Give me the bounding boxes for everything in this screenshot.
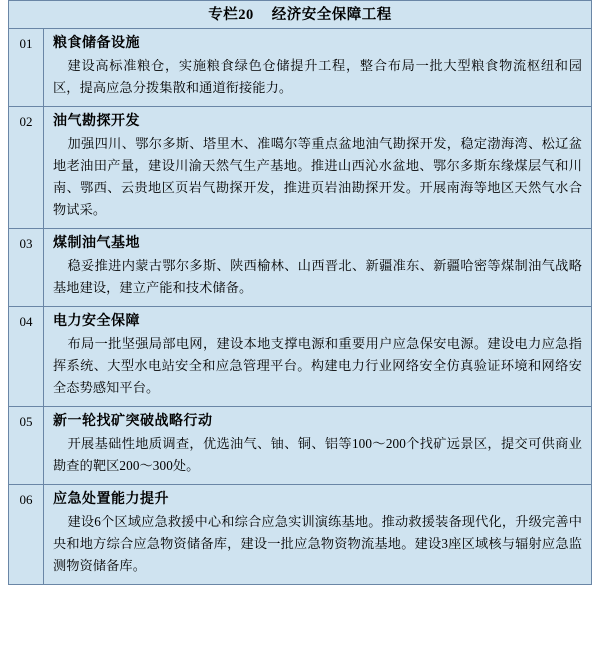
table-row	[9, 307, 591, 407]
item-heading: 煤制油气基地	[53, 236, 140, 251]
table-row	[9, 29, 591, 107]
item-body: 建设高标准粮仓，实施粮食绿色仓储提升工程，整合布局一批大型粮食物流枢纽和园区，提高应急分拨集散和通道衔接能力。	[53, 58, 582, 95]
table-row	[9, 229, 591, 307]
item-content	[44, 229, 591, 306]
item-content	[44, 407, 591, 484]
item-heading: 应急处置能力提升	[53, 492, 169, 507]
column-box-table	[8, 0, 592, 585]
item-content	[44, 307, 591, 406]
item-number: 01	[9, 29, 44, 106]
item-number: 06	[9, 485, 44, 584]
item-heading: 油气勘探开发	[53, 114, 140, 129]
item-content	[44, 29, 591, 106]
box-label: 专栏20	[208, 7, 254, 23]
item-number: 04	[9, 307, 44, 406]
item-number: 02	[9, 107, 44, 228]
item-heading: 粮食储备设施	[53, 36, 140, 51]
item-number: 03	[9, 229, 44, 306]
item-body: 开展基础性地质调查，优选油气、铀、铜、铝等100～200个找矿远景区，提交可供商业勘查的靶区200～300处。	[53, 436, 582, 473]
item-heading: 新一轮找矿突破战略行动	[53, 414, 213, 429]
item-body: 建设6个区域应急救援中心和综合应急实训演练基地。推动救援装备现代化，升级完善中央和地方综合应急物资储备库，建设一批应急物资物流基地。建设3座区域核与辐射应急监测物资储备库。	[53, 514, 582, 573]
item-number: 05	[9, 407, 44, 484]
box-title-row	[9, 1, 591, 29]
item-body: 稳妥推进内蒙古鄂尔多斯、陕西榆林、山西晋北、新疆准东、新疆哈密等煤制油气战略基地建设，建立产能和技术储备。	[53, 258, 582, 295]
item-body: 布局一批坚强局部电网，建设本地支撑电源和重要用户应急保安电源。建设电力应急指挥系统、大型水电站安全和应急管理平台。构建电力行业网络安全仿真验证环境和网络安全态势感知平台。	[53, 336, 582, 395]
item-body: 加强四川、鄂尔多斯、塔里木、准噶尔等重点盆地油气勘探开发，稳定渤海湾、松辽盆地老油田产量，建设川渝天然气生产基地。推进山西沁水盆地、鄂尔多斯东缘煤层气和川南、鄂西、云贵地区页岩气勘探开发，推进页岩油勘探开发。开展南海等地区天然气水合物试采。	[53, 136, 582, 217]
item-content	[44, 107, 591, 228]
table-row	[9, 407, 591, 485]
table-row	[9, 107, 591, 229]
item-heading: 电力安全保障	[53, 314, 140, 329]
box-title: 经济安全保障工程	[271, 7, 392, 23]
table-row	[9, 485, 591, 584]
item-content	[44, 485, 591, 584]
